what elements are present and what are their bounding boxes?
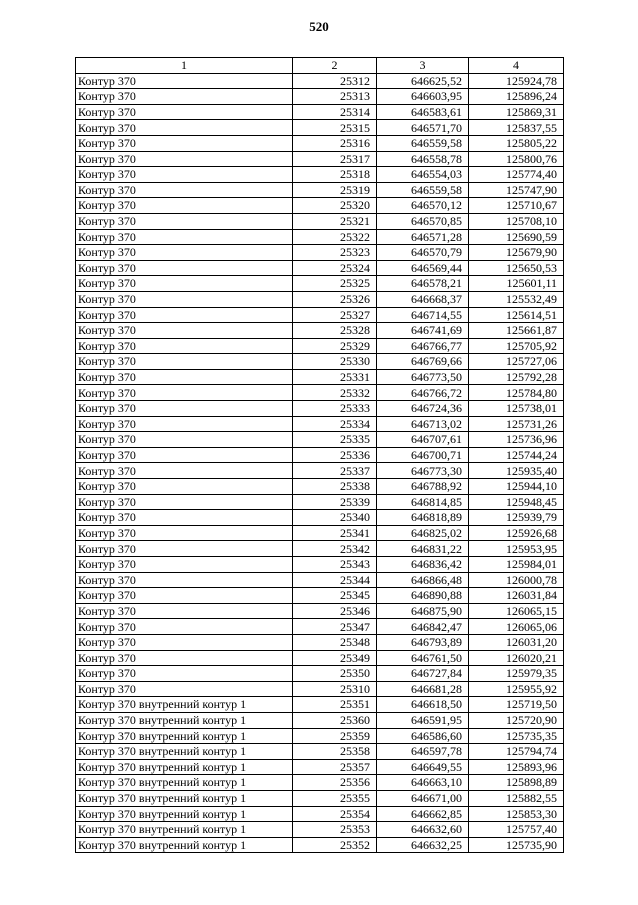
- x-coordinate-cell: 646570,12: [377, 198, 469, 214]
- contour-name-cell: Контур 370: [76, 245, 293, 261]
- y-coordinate-cell: 125869,31: [469, 104, 564, 120]
- table-row: [76, 712, 564, 728]
- contour-name-cell: Контур 370 внутренний контур 1: [76, 806, 293, 822]
- y-coordinate-cell: 125955,92: [469, 681, 564, 697]
- point-number-cell: 25340: [293, 510, 377, 526]
- point-number-cell: 25354: [293, 806, 377, 822]
- table-row: [76, 541, 564, 557]
- y-coordinate-cell: 125774,40: [469, 167, 564, 183]
- x-coordinate-cell: 646668,37: [377, 291, 469, 307]
- contour-name-cell: Контур 370: [76, 354, 293, 370]
- table-row: [76, 338, 564, 354]
- x-coordinate-cell: 646554,03: [377, 167, 469, 183]
- x-coordinate-cell: 646842,47: [377, 619, 469, 635]
- x-coordinate-cell: 646831,22: [377, 541, 469, 557]
- contour-name-cell: Контур 370: [76, 634, 293, 650]
- contour-name-cell: Контур 370: [76, 73, 293, 89]
- point-number-cell: 25337: [293, 463, 377, 479]
- point-number-cell: 25358: [293, 744, 377, 760]
- table-row: [76, 291, 564, 307]
- x-coordinate-cell: 646788,92: [377, 479, 469, 495]
- contour-name-cell: Контур 370 внутренний контур 1: [76, 759, 293, 775]
- table-row: [76, 401, 564, 417]
- point-number-cell: 25343: [293, 557, 377, 573]
- point-number-cell: 25322: [293, 229, 377, 245]
- table-row: [76, 463, 564, 479]
- contour-name-cell: Контур 370 внутренний контур 1: [76, 822, 293, 838]
- x-coordinate-cell: 646583,61: [377, 104, 469, 120]
- x-coordinate-cell: 646890,88: [377, 588, 469, 604]
- point-number-cell: 25353: [293, 822, 377, 838]
- table-row: [76, 229, 564, 245]
- x-coordinate-cell: 646632,25: [377, 837, 469, 853]
- contour-name-cell: Контур 370: [76, 463, 293, 479]
- contour-name-cell: Контур 370: [76, 369, 293, 385]
- y-coordinate-cell: 125984,01: [469, 557, 564, 573]
- contour-name-cell: Контур 370 внутренний контур 1: [76, 697, 293, 713]
- column-header-3: 3: [377, 58, 469, 74]
- point-number-cell: 25323: [293, 245, 377, 261]
- table-row: [76, 603, 564, 619]
- coordinates-table: [75, 57, 564, 853]
- table-row: [76, 494, 564, 510]
- x-coordinate-cell: 646597,78: [377, 744, 469, 760]
- y-coordinate-cell: 125679,90: [469, 245, 564, 261]
- contour-name-cell: Контур 370: [76, 151, 293, 167]
- contour-name-cell: Контур 370: [76, 323, 293, 339]
- table-row: [76, 276, 564, 292]
- point-number-cell: 25329: [293, 338, 377, 354]
- x-coordinate-cell: 646727,84: [377, 666, 469, 682]
- y-coordinate-cell: 125792,28: [469, 369, 564, 385]
- x-coordinate-cell: 646700,71: [377, 447, 469, 463]
- point-number-cell: 25328: [293, 323, 377, 339]
- point-number-cell: 25332: [293, 385, 377, 401]
- y-coordinate-cell: 126065,15: [469, 603, 564, 619]
- point-number-cell: 25319: [293, 182, 377, 198]
- table-row: [76, 245, 564, 261]
- x-coordinate-cell: 646586,60: [377, 728, 469, 744]
- table-row: [76, 182, 564, 198]
- table-row: [76, 416, 564, 432]
- table-row: [76, 385, 564, 401]
- x-coordinate-cell: 646591,95: [377, 712, 469, 728]
- table-row: [76, 151, 564, 167]
- contour-name-cell: Контур 370 внутренний контур 1: [76, 744, 293, 760]
- contour-name-cell: Контур 370: [76, 416, 293, 432]
- y-coordinate-cell: 125727,06: [469, 354, 564, 370]
- x-coordinate-cell: 646714,55: [377, 307, 469, 323]
- contour-name-cell: Контур 370: [76, 572, 293, 588]
- y-coordinate-cell: 125898,89: [469, 775, 564, 791]
- x-coordinate-cell: 646724,36: [377, 401, 469, 417]
- x-coordinate-cell: 646875,90: [377, 603, 469, 619]
- contour-name-cell: Контур 370: [76, 260, 293, 276]
- table-row: [76, 479, 564, 495]
- table-row: [76, 73, 564, 89]
- point-number-cell: 25352: [293, 837, 377, 853]
- point-number-cell: 25331: [293, 369, 377, 385]
- y-coordinate-cell: 125794,74: [469, 744, 564, 760]
- table-row: [76, 666, 564, 682]
- x-coordinate-cell: 646766,77: [377, 338, 469, 354]
- contour-name-cell: Контур 370: [76, 229, 293, 245]
- y-coordinate-cell: 125979,35: [469, 666, 564, 682]
- x-coordinate-cell: 646570,79: [377, 245, 469, 261]
- point-number-cell: 25350: [293, 666, 377, 682]
- contour-name-cell: Контур 370: [76, 432, 293, 448]
- point-number-cell: 25317: [293, 151, 377, 167]
- contour-name-cell: Контур 370: [76, 541, 293, 557]
- table-row: [76, 167, 564, 183]
- point-number-cell: 25312: [293, 73, 377, 89]
- table-row: [76, 198, 564, 214]
- x-coordinate-cell: 646569,44: [377, 260, 469, 276]
- point-number-cell: 25321: [293, 213, 377, 229]
- x-coordinate-cell: 646681,28: [377, 681, 469, 697]
- contour-name-cell: Контур 370: [76, 198, 293, 214]
- x-coordinate-cell: 646707,61: [377, 432, 469, 448]
- y-coordinate-cell: 126065,06: [469, 619, 564, 635]
- point-number-cell: 25325: [293, 276, 377, 292]
- table-row: [76, 323, 564, 339]
- contour-name-cell: Контур 370: [76, 182, 293, 198]
- x-coordinate-cell: 646632,60: [377, 822, 469, 838]
- contour-name-cell: Контур 370: [76, 603, 293, 619]
- table-row: [76, 260, 564, 276]
- point-number-cell: 25315: [293, 120, 377, 136]
- contour-name-cell: Контур 370: [76, 338, 293, 354]
- table-row: [76, 120, 564, 136]
- contour-name-cell: Контур 370: [76, 167, 293, 183]
- x-coordinate-cell: 646671,00: [377, 790, 469, 806]
- contour-name-cell: Контур 370 внутренний контур 1: [76, 837, 293, 853]
- point-number-cell: 25339: [293, 494, 377, 510]
- contour-name-cell: Контур 370: [76, 447, 293, 463]
- contour-name-cell: Контур 370: [76, 135, 293, 151]
- y-coordinate-cell: 125720,90: [469, 712, 564, 728]
- x-coordinate-cell: 646649,55: [377, 759, 469, 775]
- y-coordinate-cell: 125731,26: [469, 416, 564, 432]
- y-coordinate-cell: 125736,96: [469, 432, 564, 448]
- table-row: [76, 744, 564, 760]
- x-coordinate-cell: 646570,85: [377, 213, 469, 229]
- y-coordinate-cell: 125532,49: [469, 291, 564, 307]
- table-row: [76, 307, 564, 323]
- x-coordinate-cell: 646761,50: [377, 650, 469, 666]
- contour-name-cell: Контур 370: [76, 479, 293, 495]
- contour-name-cell: Контур 370: [76, 401, 293, 417]
- x-coordinate-cell: 646773,30: [377, 463, 469, 479]
- table-row: [76, 510, 564, 526]
- point-number-cell: 25316: [293, 135, 377, 151]
- y-coordinate-cell: 125650,53: [469, 260, 564, 276]
- point-number-cell: 25318: [293, 167, 377, 183]
- y-coordinate-cell: 125784,80: [469, 385, 564, 401]
- x-coordinate-cell: 646625,52: [377, 73, 469, 89]
- y-coordinate-cell: 125953,95: [469, 541, 564, 557]
- y-coordinate-cell: 125708,10: [469, 213, 564, 229]
- x-coordinate-cell: 646571,70: [377, 120, 469, 136]
- x-coordinate-cell: 646559,58: [377, 135, 469, 151]
- x-coordinate-cell: 646814,85: [377, 494, 469, 510]
- x-coordinate-cell: 646825,02: [377, 525, 469, 541]
- x-coordinate-cell: 646559,58: [377, 182, 469, 198]
- contour-name-cell: Контур 370: [76, 650, 293, 666]
- point-number-cell: 25344: [293, 572, 377, 588]
- table-row: [76, 837, 564, 853]
- point-number-cell: 25336: [293, 447, 377, 463]
- point-number-cell: 25326: [293, 291, 377, 307]
- table-row: [76, 697, 564, 713]
- y-coordinate-cell: 125926,68: [469, 525, 564, 541]
- point-number-cell: 25348: [293, 634, 377, 650]
- point-number-cell: 25320: [293, 198, 377, 214]
- table-row: [76, 135, 564, 151]
- table-row: [76, 588, 564, 604]
- y-coordinate-cell: 125837,55: [469, 120, 564, 136]
- point-number-cell: 25327: [293, 307, 377, 323]
- point-number-cell: 25310: [293, 681, 377, 697]
- contour-name-cell: Контур 370: [76, 291, 293, 307]
- y-coordinate-cell: 125757,40: [469, 822, 564, 838]
- x-coordinate-cell: 646741,69: [377, 323, 469, 339]
- point-number-cell: 25360: [293, 712, 377, 728]
- point-number-cell: 25356: [293, 775, 377, 791]
- table-row: [76, 619, 564, 635]
- y-coordinate-cell: 125744,24: [469, 447, 564, 463]
- point-number-cell: 25349: [293, 650, 377, 666]
- contour-name-cell: Контур 370 внутренний контур 1: [76, 775, 293, 791]
- x-coordinate-cell: 646618,50: [377, 697, 469, 713]
- contour-name-cell: Контур 370: [76, 276, 293, 292]
- table-row: [76, 681, 564, 697]
- x-coordinate-cell: 646818,89: [377, 510, 469, 526]
- table-row: [76, 369, 564, 385]
- column-header-1: 1: [76, 58, 293, 74]
- contour-name-cell: Контур 370: [76, 510, 293, 526]
- table-row: [76, 728, 564, 744]
- y-coordinate-cell: 125614,51: [469, 307, 564, 323]
- x-coordinate-cell: 646766,72: [377, 385, 469, 401]
- table-row: [76, 525, 564, 541]
- x-coordinate-cell: 646769,66: [377, 354, 469, 370]
- table-body: [76, 73, 564, 853]
- y-coordinate-cell: 125747,90: [469, 182, 564, 198]
- table-row: [76, 806, 564, 822]
- table-row: [76, 759, 564, 775]
- point-number-cell: 25334: [293, 416, 377, 432]
- y-coordinate-cell: 125896,24: [469, 89, 564, 105]
- contour-name-cell: Контур 370: [76, 557, 293, 573]
- y-coordinate-cell: 125935,40: [469, 463, 564, 479]
- table-row: [76, 822, 564, 838]
- point-number-cell: 25338: [293, 479, 377, 495]
- table-row: [76, 634, 564, 650]
- y-coordinate-cell: 125710,67: [469, 198, 564, 214]
- y-coordinate-cell: 126020,21: [469, 650, 564, 666]
- y-coordinate-cell: 125661,87: [469, 323, 564, 339]
- x-coordinate-cell: 646603,95: [377, 89, 469, 105]
- page-number: 520: [309, 19, 329, 34]
- table-row: [76, 354, 564, 370]
- y-coordinate-cell: 126000,78: [469, 572, 564, 588]
- x-coordinate-cell: 646663,10: [377, 775, 469, 791]
- y-coordinate-cell: 125924,78: [469, 73, 564, 89]
- y-coordinate-cell: 125948,45: [469, 494, 564, 510]
- x-coordinate-cell: 646578,21: [377, 276, 469, 292]
- point-number-cell: 25346: [293, 603, 377, 619]
- y-coordinate-cell: 125882,55: [469, 790, 564, 806]
- x-coordinate-cell: 646713,02: [377, 416, 469, 432]
- point-number-cell: 25347: [293, 619, 377, 635]
- table-row: [76, 213, 564, 229]
- contour-name-cell: Контур 370: [76, 307, 293, 323]
- y-coordinate-cell: 125735,90: [469, 837, 564, 853]
- point-number-cell: 25330: [293, 354, 377, 370]
- y-coordinate-cell: 125893,96: [469, 759, 564, 775]
- y-coordinate-cell: 125939,79: [469, 510, 564, 526]
- y-coordinate-cell: 125735,35: [469, 728, 564, 744]
- column-header-4: 4: [469, 58, 564, 74]
- table-row: [76, 89, 564, 105]
- contour-name-cell: Контур 370 внутренний контур 1: [76, 728, 293, 744]
- x-coordinate-cell: 646836,42: [377, 557, 469, 573]
- table-row: [76, 790, 564, 806]
- point-number-cell: 25335: [293, 432, 377, 448]
- table-header-row: [76, 58, 564, 74]
- x-coordinate-cell: 646773,50: [377, 369, 469, 385]
- contour-name-cell: Контур 370: [76, 385, 293, 401]
- x-coordinate-cell: 646793,89: [377, 634, 469, 650]
- x-coordinate-cell: 646571,28: [377, 229, 469, 245]
- contour-name-cell: Контур 370: [76, 525, 293, 541]
- y-coordinate-cell: 125719,50: [469, 697, 564, 713]
- contour-name-cell: Контур 370: [76, 89, 293, 105]
- point-number-cell: 25355: [293, 790, 377, 806]
- point-number-cell: 25341: [293, 525, 377, 541]
- table-row: [76, 557, 564, 573]
- y-coordinate-cell: 125805,22: [469, 135, 564, 151]
- table-row: [76, 775, 564, 791]
- contour-name-cell: Контур 370 внутренний контур 1: [76, 790, 293, 806]
- y-coordinate-cell: 125800,76: [469, 151, 564, 167]
- table-row: [76, 432, 564, 448]
- table-row: [76, 572, 564, 588]
- contour-name-cell: Контур 370: [76, 681, 293, 697]
- column-header-2: 2: [293, 58, 377, 74]
- x-coordinate-cell: 646866,48: [377, 572, 469, 588]
- y-coordinate-cell: 125705,92: [469, 338, 564, 354]
- y-coordinate-cell: 125690,59: [469, 229, 564, 245]
- point-number-cell: 25342: [293, 541, 377, 557]
- contour-name-cell: Контур 370: [76, 588, 293, 604]
- x-coordinate-cell: 646558,78: [377, 151, 469, 167]
- table-row: [76, 447, 564, 463]
- y-coordinate-cell: 125738,01: [469, 401, 564, 417]
- x-coordinate-cell: 646662,85: [377, 806, 469, 822]
- point-number-cell: 25333: [293, 401, 377, 417]
- contour-name-cell: Контур 370: [76, 666, 293, 682]
- table-row: [76, 650, 564, 666]
- point-number-cell: 25351: [293, 697, 377, 713]
- contour-name-cell: Контур 370: [76, 120, 293, 136]
- contour-name-cell: Контур 370: [76, 104, 293, 120]
- y-coordinate-cell: 125601,11: [469, 276, 564, 292]
- contour-name-cell: Контур 370: [76, 619, 293, 635]
- contour-name-cell: Контур 370 внутренний контур 1: [76, 712, 293, 728]
- y-coordinate-cell: 126031,84: [469, 588, 564, 604]
- table-row: [76, 104, 564, 120]
- y-coordinate-cell: 126031,20: [469, 634, 564, 650]
- point-number-cell: 25314: [293, 104, 377, 120]
- y-coordinate-cell: 125944,10: [469, 479, 564, 495]
- contour-name-cell: Контур 370: [76, 213, 293, 229]
- y-coordinate-cell: 125853,30: [469, 806, 564, 822]
- point-number-cell: 25313: [293, 89, 377, 105]
- contour-name-cell: Контур 370: [76, 494, 293, 510]
- point-number-cell: 25357: [293, 759, 377, 775]
- point-number-cell: 25359: [293, 728, 377, 744]
- point-number-cell: 25345: [293, 588, 377, 604]
- point-number-cell: 25324: [293, 260, 377, 276]
